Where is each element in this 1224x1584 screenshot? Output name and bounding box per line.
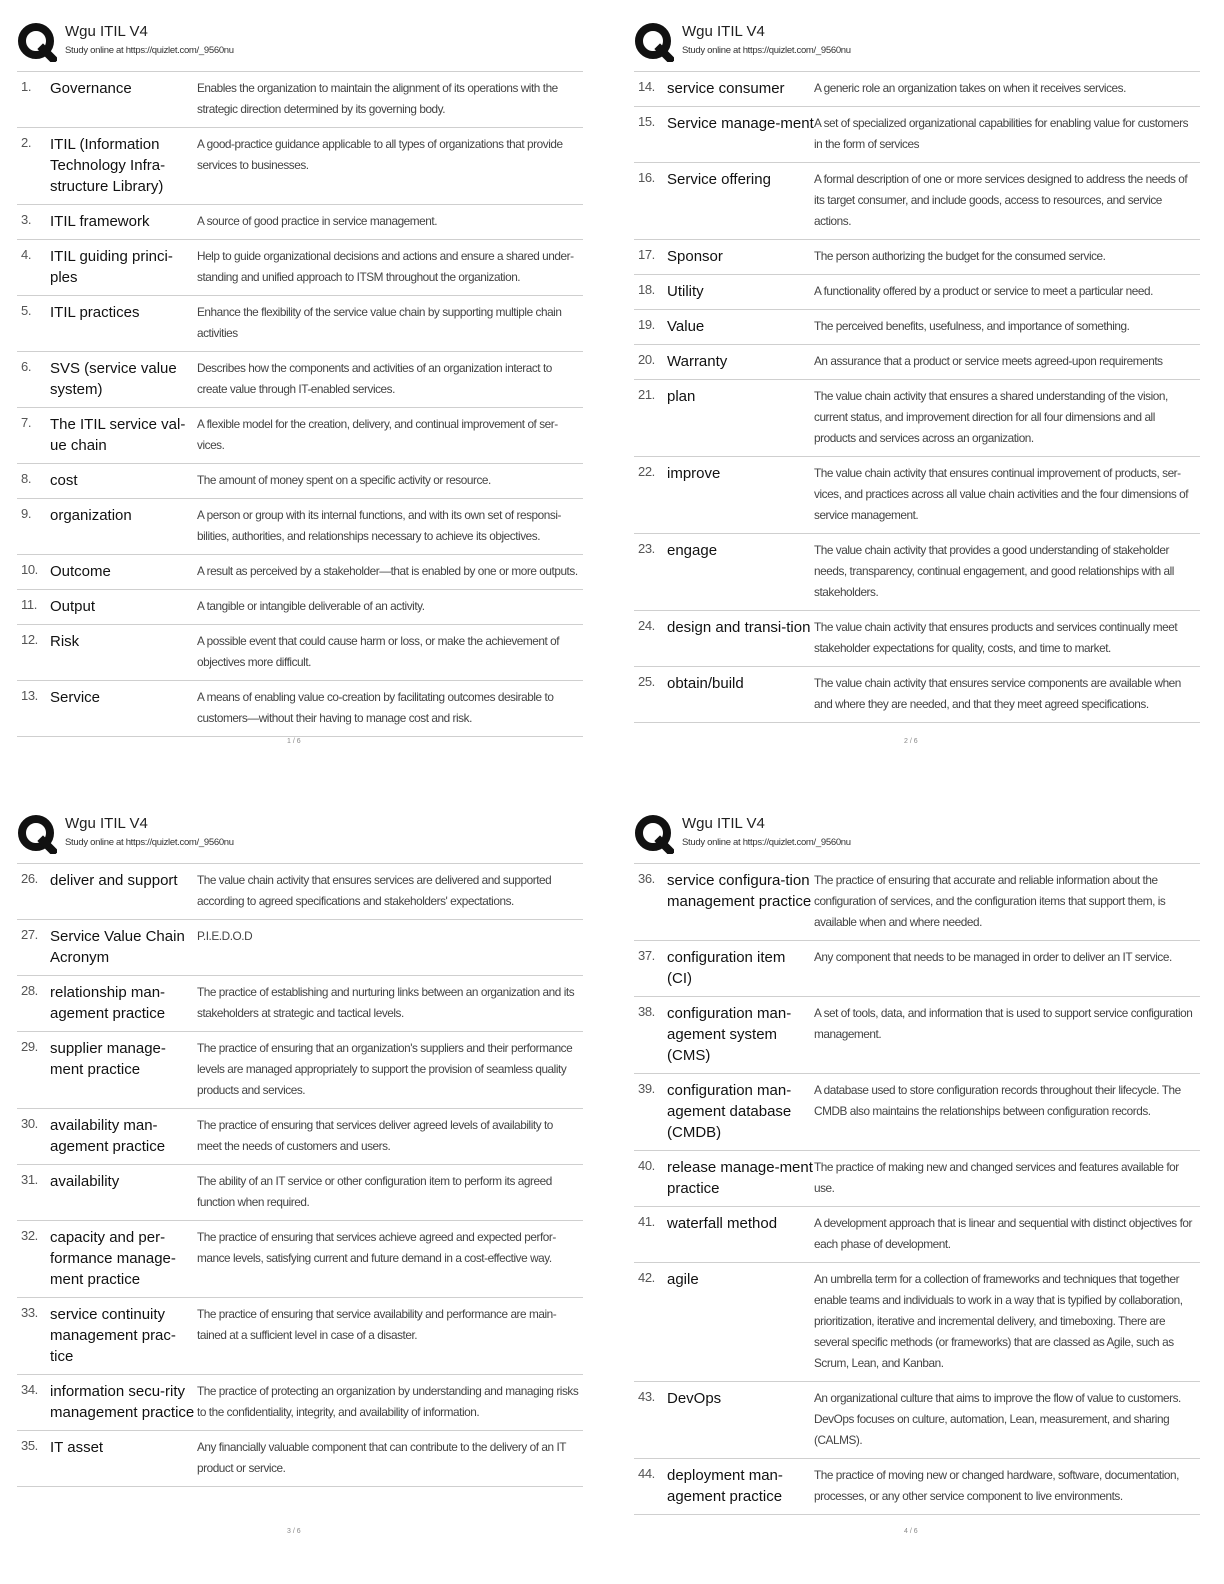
- term-row: [17, 1165, 583, 1221]
- term-list: [17, 863, 583, 1487]
- term-number: 33.: [21, 1305, 38, 1320]
- term-definition: An assurance that a product or service meets agreed-upon requirements: [814, 354, 1163, 368]
- page-2: [634, 22, 1200, 745]
- term-definition: The practice of ensuring that services achieve agreed and expected perfor-mance levels, satisfying current and future demand in a cost-effective way.: [197, 1230, 556, 1265]
- term-number: 14.: [638, 79, 655, 94]
- term-definition: The value chain activity that ensures products and services continually meet stakeholder expectations for quality, costs, and time to market.: [814, 620, 1178, 655]
- term-name: IT asset: [50, 1439, 104, 1456]
- term-definition: The practice of moving new or changed hardware, software, documentation, processes, or any other service component to live environments.: [814, 1468, 1179, 1503]
- term-definition: The value chain activity that ensures service components are available when and where they are needed, and that they meet agreed specifications.: [814, 676, 1181, 711]
- term-number: 44.: [638, 1466, 655, 1481]
- study-online-link[interactable]: Study online at https://quizlet.com/_9560nu: [682, 837, 851, 848]
- term-number: 30.: [21, 1116, 38, 1131]
- term-name: Utility: [667, 283, 704, 300]
- term-row: [634, 1151, 1200, 1207]
- term-name: Output: [50, 598, 96, 615]
- term-name: cost: [50, 472, 78, 489]
- term-name: Value: [667, 318, 705, 335]
- term-name: Governance: [50, 80, 132, 97]
- term-number: 9.: [21, 506, 32, 521]
- page-number: 1 / 6: [287, 738, 301, 745]
- term-number: 1.: [21, 79, 32, 94]
- term-name: release manage-ment practice: [667, 1159, 813, 1197]
- term-definition: P.I.E.D.O.D: [197, 929, 253, 943]
- quizlet-logo-icon: [634, 814, 674, 854]
- term-name: service continuity management prac-tice: [50, 1306, 176, 1365]
- term-name: obtain/build: [667, 675, 744, 692]
- term-number: 39.: [638, 1081, 655, 1096]
- term-row: [634, 1382, 1200, 1459]
- term-row: [634, 72, 1200, 107]
- term-row: [634, 1263, 1200, 1382]
- term-row: [634, 864, 1200, 941]
- term-name: configuration item (CI): [667, 949, 786, 987]
- term-name: relationship man-agement practice: [50, 984, 166, 1022]
- term-number: 31.: [21, 1172, 38, 1187]
- term-name: design and transi-tion: [667, 619, 811, 636]
- term-name: Sponsor: [667, 248, 723, 265]
- page-number: 3 / 6: [287, 1528, 301, 1535]
- term-definition: Enhance the flexibility of the service value chain by supporting multiple chain activities: [197, 305, 562, 340]
- term-definition: The value chain activity that ensures a shared understanding of the vision, current status, and improvement direction for all four dimensions and all products and services across an organization.: [814, 389, 1168, 445]
- term-name: The ITIL service val-ue chain: [50, 416, 186, 454]
- term-definition: A person or group with its internal functions, and with its own set of responsi-bilities, authorities, and relationships necessary to achieve its objectives.: [197, 508, 561, 543]
- term-number: 17.: [638, 247, 655, 262]
- term-number: 34.: [21, 1382, 38, 1397]
- term-name: Risk: [50, 633, 80, 650]
- term-definition: The value chain activity that ensures services are delivered and supported according to agreed specifications and stakeholders' expectations.: [197, 873, 552, 908]
- term-name: agile: [667, 1271, 699, 1288]
- term-number: 26.: [21, 871, 38, 886]
- term-number: 21.: [638, 387, 655, 402]
- term-name: Service: [50, 689, 101, 706]
- term-name: deliver and support: [50, 872, 178, 889]
- term-definition: A good-practice guidance applicable to all types of organizations that provide services to businesses.: [197, 137, 563, 172]
- term-definition: A result as perceived by a stakeholder—that is enabled by one or more outputs.: [197, 564, 578, 578]
- term-name: deployment man-agement practice: [667, 1467, 783, 1505]
- term-name: configuration man-agement database (CMDB): [667, 1082, 792, 1141]
- term-definition: A possible event that could cause harm or loss, or make the achievement of objectives more difficult.: [197, 634, 560, 669]
- page-title: Wgu ITIL V4: [682, 23, 765, 40]
- term-name: DevOps: [667, 1390, 722, 1407]
- term-definition: A flexible model for the creation, delivery, and continual improvement of ser-vices.: [197, 417, 558, 452]
- term-definition: A formal description of one or more services designed to address the needs of its target consumer, and include goods, access to resources, and service actions.: [814, 172, 1188, 228]
- term-row: [17, 625, 583, 681]
- term-name: ITIL guiding princi-ples: [50, 248, 173, 286]
- term-definition: A development approach that is linear and sequential with distinct objectives for each phase of development.: [814, 1216, 1192, 1251]
- term-definition: The practice of ensuring that an organization's suppliers and their performance levels are managed appropriately to support the provision of seamless quality products and services.: [197, 1041, 573, 1097]
- term-number: 43.: [638, 1389, 655, 1404]
- term-row: [17, 296, 583, 352]
- term-name: Service Value Chain Acronym: [50, 928, 185, 966]
- term-row: [634, 380, 1200, 457]
- term-definition: A generic role an organization takes on when it receives services.: [814, 81, 1126, 95]
- term-number: 11.: [21, 597, 37, 612]
- term-name: configuration man-agement system (CMS): [667, 1005, 792, 1064]
- term-number: 35.: [21, 1438, 38, 1453]
- page-1: [17, 22, 583, 745]
- term-number: 13.: [21, 688, 38, 703]
- term-row: [17, 920, 583, 976]
- term-name: ITIL practices: [50, 304, 140, 321]
- term-row: [17, 205, 583, 240]
- term-number: 24.: [638, 618, 655, 633]
- page-number: 4 / 6: [904, 1528, 918, 1535]
- term-name: service configura-tion management practice: [667, 872, 812, 910]
- term-definition: The value chain activity that ensures continual improvement of products, ser-vices, and practices across all value chain activities and the four dimensions of service management.: [814, 466, 1189, 522]
- page-title: Wgu ITIL V4: [682, 815, 765, 832]
- term-number: 20.: [638, 352, 655, 367]
- term-definition: The practice of ensuring that accurate and reliable information about the configuration of services, and the configuration items that support them, is available when and where needed.: [814, 873, 1166, 929]
- term-row: [17, 1032, 583, 1109]
- term-name: waterfall method: [667, 1215, 778, 1232]
- quizlet-logo-icon: [17, 814, 57, 854]
- term-row: [17, 1109, 583, 1165]
- term-number: 25.: [638, 674, 655, 689]
- term-name: capacity and per-formance manage-ment practice: [50, 1229, 176, 1288]
- term-row: [634, 310, 1200, 345]
- page-header: [17, 814, 583, 854]
- term-row: [634, 1459, 1200, 1515]
- term-number: 29.: [21, 1039, 38, 1054]
- term-number: 12.: [21, 632, 38, 647]
- term-number: 3.: [21, 212, 32, 227]
- term-definition: The practice of making new and changed services and features available for use.: [814, 1160, 1179, 1195]
- term-row: [634, 345, 1200, 380]
- term-row: [634, 997, 1200, 1074]
- term-number: 40.: [638, 1158, 655, 1173]
- study-online-link[interactable]: Study online at https://quizlet.com/_9560nu: [65, 837, 234, 848]
- term-row: [634, 941, 1200, 997]
- term-row: [634, 275, 1200, 310]
- page-title: Wgu ITIL V4: [65, 23, 148, 40]
- term-number: 19.: [638, 317, 655, 332]
- term-definition: Any financially valuable component that can contribute to the delivery of an IT product or service.: [197, 1440, 566, 1475]
- term-row: [17, 864, 583, 920]
- term-definition: Describes how the components and activities of an organization interact to create value through IT-enabled services.: [197, 361, 552, 396]
- term-row: [634, 457, 1200, 534]
- term-row: [17, 240, 583, 296]
- term-definition: An umbrella term for a collection of frameworks and techniques that together enable teams and individuals to work in a way that is typified by collaboration, prioritization, iterative and incremental delivery, and timeboxing. There are several specific methods (or frameworks) that are classed as Agile, such as Scrum, Lean, and Kanban.: [814, 1272, 1183, 1370]
- term-row: [17, 590, 583, 625]
- quizlet-logo-icon: [634, 22, 674, 62]
- term-row: [634, 1074, 1200, 1151]
- term-number: 36.: [638, 871, 655, 886]
- term-number: 23.: [638, 541, 655, 556]
- term-definition: A set of tools, data, and information that is used to support service configuration management.: [814, 1006, 1193, 1041]
- term-number: 5.: [21, 303, 32, 318]
- term-row: [17, 128, 583, 205]
- term-row: [17, 681, 583, 737]
- term-row: [17, 72, 583, 128]
- page-header: [634, 814, 1200, 854]
- term-name: improve: [667, 465, 721, 482]
- page-title: Wgu ITIL V4: [65, 815, 148, 832]
- term-definition: A database used to store configuration records throughout their lifecycle. The CMDB also maintains the relationships between configuration records.: [814, 1083, 1181, 1118]
- term-row: [634, 240, 1200, 275]
- page-number: 2 / 6: [904, 738, 918, 745]
- term-row: [634, 1207, 1200, 1263]
- term-number: 6.: [21, 359, 32, 374]
- term-number: 32.: [21, 1228, 38, 1243]
- term-row: [634, 107, 1200, 163]
- term-name: plan: [667, 388, 696, 405]
- term-number: 42.: [638, 1270, 655, 1285]
- study-online-link[interactable]: Study online at https://quizlet.com/_9560nu: [65, 45, 234, 56]
- term-name: supplier manage-ment practice: [50, 1040, 166, 1078]
- term-number: 28.: [21, 983, 38, 998]
- term-name: ITIL (Information Technology Infra-structure Library): [50, 136, 166, 195]
- term-definition: The perceived benefits, usefulness, and importance of something.: [814, 319, 1130, 333]
- study-online-link[interactable]: Study online at https://quizlet.com/_9560nu: [682, 45, 851, 56]
- term-definition: Help to guide organizational decisions and actions and ensure a shared under-standing and unified approach to ITSM throughout the organization.: [197, 249, 574, 284]
- term-definition: The practice of ensuring that services deliver agreed levels of availability to meet the needs of customers and users.: [197, 1118, 553, 1153]
- term-name: Service offering: [667, 171, 771, 188]
- term-row: [17, 1431, 583, 1487]
- term-number: 4.: [21, 247, 32, 262]
- term-definition: A set of specialized organizational capabilities for enabling value for customers in the form of services: [814, 116, 1189, 151]
- term-row: [17, 555, 583, 590]
- term-number: 8.: [21, 471, 32, 486]
- term-number: 15.: [638, 114, 655, 129]
- term-list: [17, 71, 583, 737]
- quizlet-logo-icon: [17, 22, 57, 62]
- term-number: 41.: [638, 1214, 655, 1229]
- term-row: [17, 352, 583, 408]
- term-definition: An organizational culture that aims to improve the flow of value to customers. DevOps focuses on culture, automation, Lean, measurement, and sharing (CALMS).: [814, 1391, 1181, 1447]
- term-row: [17, 1298, 583, 1375]
- term-list: [634, 863, 1200, 1515]
- page-3: [17, 814, 583, 1535]
- term-name: engage: [667, 542, 718, 559]
- term-row: [17, 499, 583, 555]
- term-row: [17, 1375, 583, 1431]
- term-definition: The practice of ensuring that service availability and performance are main-tained at a sufficient level in case of a disaster.: [197, 1307, 557, 1342]
- term-name: Outcome: [50, 563, 111, 580]
- term-name: organization: [50, 507, 132, 524]
- term-number: 38.: [638, 1004, 655, 1019]
- term-number: 10.: [21, 562, 38, 577]
- term-number: 18.: [638, 282, 655, 297]
- term-definition: Any component that needs to be managed in order to deliver an IT service.: [814, 950, 1172, 964]
- term-name: availability: [50, 1173, 120, 1190]
- term-definition: The person authorizing the budget for the consumed service.: [814, 249, 1106, 263]
- term-row: [634, 667, 1200, 723]
- term-number: 16.: [638, 170, 655, 185]
- term-definition: The practice of protecting an organization by understanding and managing risks to the confidentiality, integrity, and availability of information.: [197, 1384, 579, 1419]
- term-name: Warranty: [667, 353, 728, 370]
- page-header: [17, 22, 583, 62]
- term-name: service consumer: [667, 80, 785, 97]
- term-definition: The ability of an IT service or other configuration item to perform its agreed function when required.: [197, 1174, 552, 1209]
- page-header: [634, 22, 1200, 62]
- term-definition: A source of good practice in service management.: [197, 214, 438, 228]
- term-row: [634, 611, 1200, 667]
- term-definition: A means of enabling value co-creation by facilitating outcomes desirable to customers—without their having to manage cost and risk.: [197, 690, 554, 725]
- term-row: [17, 976, 583, 1032]
- term-list: [634, 71, 1200, 723]
- term-number: 7.: [21, 415, 32, 430]
- term-name: Service manage-ment: [667, 115, 814, 132]
- term-name: availability man-agement practice: [50, 1117, 166, 1155]
- term-row: [17, 408, 583, 464]
- term-row: [634, 163, 1200, 240]
- term-name: SVS (service value system): [50, 360, 177, 398]
- page-4: [634, 814, 1200, 1535]
- term-definition: The amount of money spent on a specific activity or resource.: [197, 473, 491, 487]
- term-definition: Enables the organization to maintain the alignment of its operations with the strategic direction determined by its governing body.: [197, 81, 558, 116]
- term-definition: A functionality offered by a product or service to meet a particular need.: [814, 284, 1153, 298]
- term-number: 27.: [21, 927, 38, 942]
- term-row: [17, 464, 583, 499]
- term-definition: A tangible or intangible deliverable of an activity.: [197, 599, 425, 613]
- term-name: ITIL framework: [50, 213, 150, 230]
- term-row: [17, 1221, 583, 1298]
- term-number: 2.: [21, 135, 32, 150]
- term-row: [634, 534, 1200, 611]
- term-definition: The practice of establishing and nurturing links between an organization and its stakeholders at strategic and tactical levels.: [197, 985, 575, 1020]
- term-name: information secu-rity management practice: [50, 1383, 195, 1421]
- term-definition: The value chain activity that provides a good understanding of stakeholder needs, transparency, continual engagement, and good relationships with all stakeholders.: [814, 543, 1174, 599]
- term-number: 22.: [638, 464, 655, 479]
- term-number: 37.: [638, 948, 655, 963]
